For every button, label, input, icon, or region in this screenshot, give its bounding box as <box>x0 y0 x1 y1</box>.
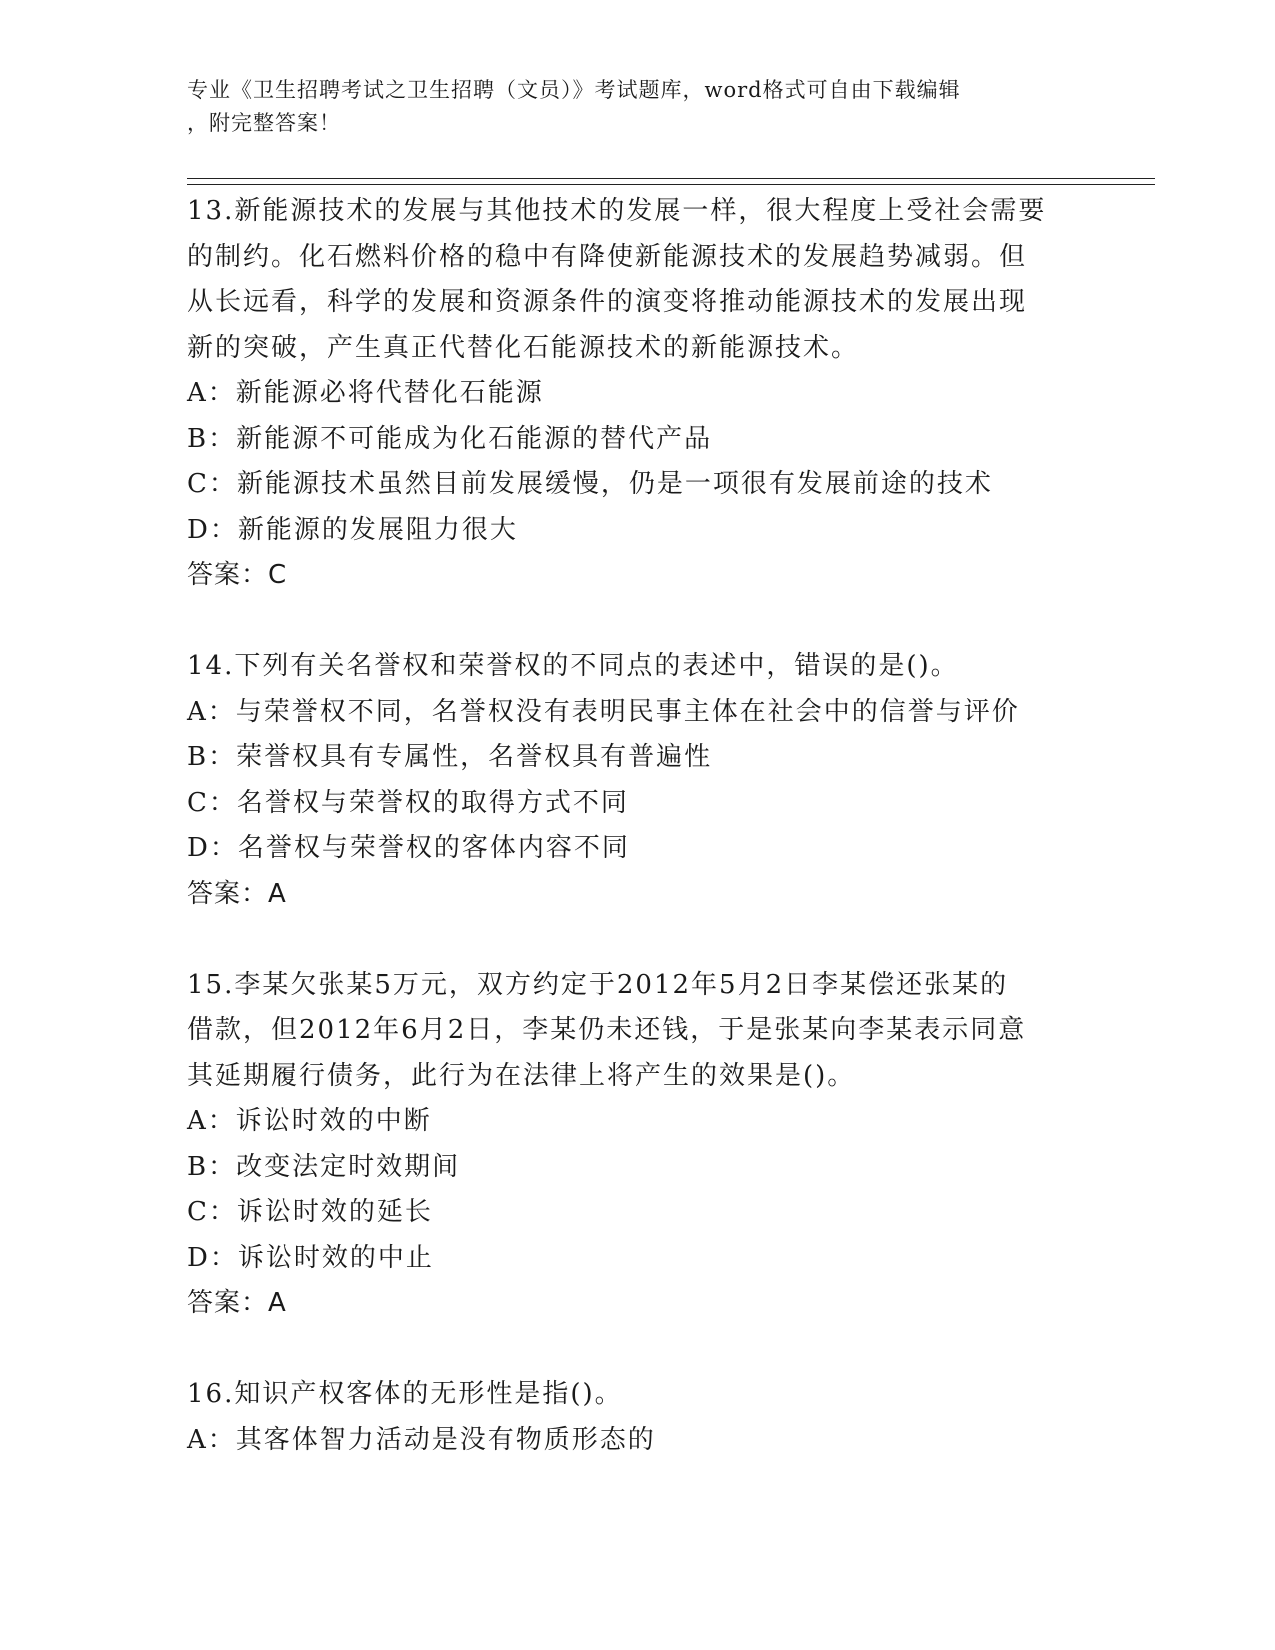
question-spacer <box>187 917 1087 963</box>
question-15 <box>187 963 1087 1327</box>
option-b: B：荣誉权具有专属性，名誉权具有普遍性 <box>187 742 713 772</box>
option-d: D：名誉权与荣誉权的客体内容不同 <box>187 833 630 863</box>
question-stem-line: 的制约。化石燃料价格的稳中有降使新能源技术的发展趋势减弱。但 <box>187 241 1028 272</box>
question-stem-line: 14.下列有关名誉权和荣誉权的不同点的表述中，错误的是()。 <box>187 651 959 681</box>
question-14 <box>187 644 1087 917</box>
option-a: A：与荣誉权不同，名誉权没有表明民事主体在社会中的信誉与评价 <box>187 696 1020 727</box>
question-stem-line: 其延期履行债务，此行为在法律上将产生的效果是()。 <box>187 1060 856 1091</box>
option-a: A：新能源必将代替化石能源 <box>187 378 544 408</box>
question-13 <box>187 189 1087 599</box>
question-list <box>187 189 1087 1463</box>
document-header <box>187 74 1067 140</box>
question-spacer <box>187 599 1087 645</box>
question-stem-line: 15.李某欠张某5万元，双方约定于2012年5月2日李某偿还张某的 <box>187 969 1009 1000</box>
header-divider-top <box>187 178 1155 179</box>
option-b: B：改变法定时效期间 <box>187 1151 461 1182</box>
option-c: C：名誉权与荣誉权的取得方式不同 <box>187 787 629 818</box>
answer-text: 答案：A <box>187 1288 287 1318</box>
question-stem-line: 从长远看，科学的发展和资源条件的演变将推动能源技术的发展出现 <box>187 287 1028 317</box>
question-stem-line: 13.新能源技术的发展与其他技术的发展一样，很大程度上受社会需要 <box>187 196 1047 226</box>
header-divider-bottom <box>187 184 1155 185</box>
answer-text: 答案：C <box>187 560 288 590</box>
option-b: B：新能源不可能成为化石能源的替代产品 <box>187 423 713 454</box>
option-d: D：新能源的发展阻力很大 <box>187 514 518 545</box>
question-stem-line: 借款，但2012年6月2日，李某仍未还钱，于是张某向李某表示同意 <box>187 1015 1027 1045</box>
option-d: D：诉讼时效的中止 <box>187 1242 434 1273</box>
question-spacer <box>187 1327 1087 1373</box>
option-a: A：其客体智力活动是没有物质形态的 <box>187 1424 656 1455</box>
header-line-2: ，附完整答案！ <box>187 111 341 135</box>
option-c: C：新能源技术虽然目前发展缓慢，仍是一项很有发展前途的技术 <box>187 469 993 499</box>
option-c: C：诉讼时效的延长 <box>187 1197 433 1227</box>
option-a: A：诉讼时效的中断 <box>187 1106 432 1136</box>
header-line-1: 专业《卫生招聘考试之卫生招聘（文员）》考试题库，word格式可自由下载编辑 <box>187 78 961 102</box>
answer-text: 答案：A <box>187 878 287 909</box>
question-16 <box>187 1372 1087 1463</box>
question-stem-line: 16.知识产权客体的无形性是指()。 <box>187 1379 623 1409</box>
question-stem-line: 新的突破，产生真正代替化石能源技术的新能源技术。 <box>187 332 860 363</box>
